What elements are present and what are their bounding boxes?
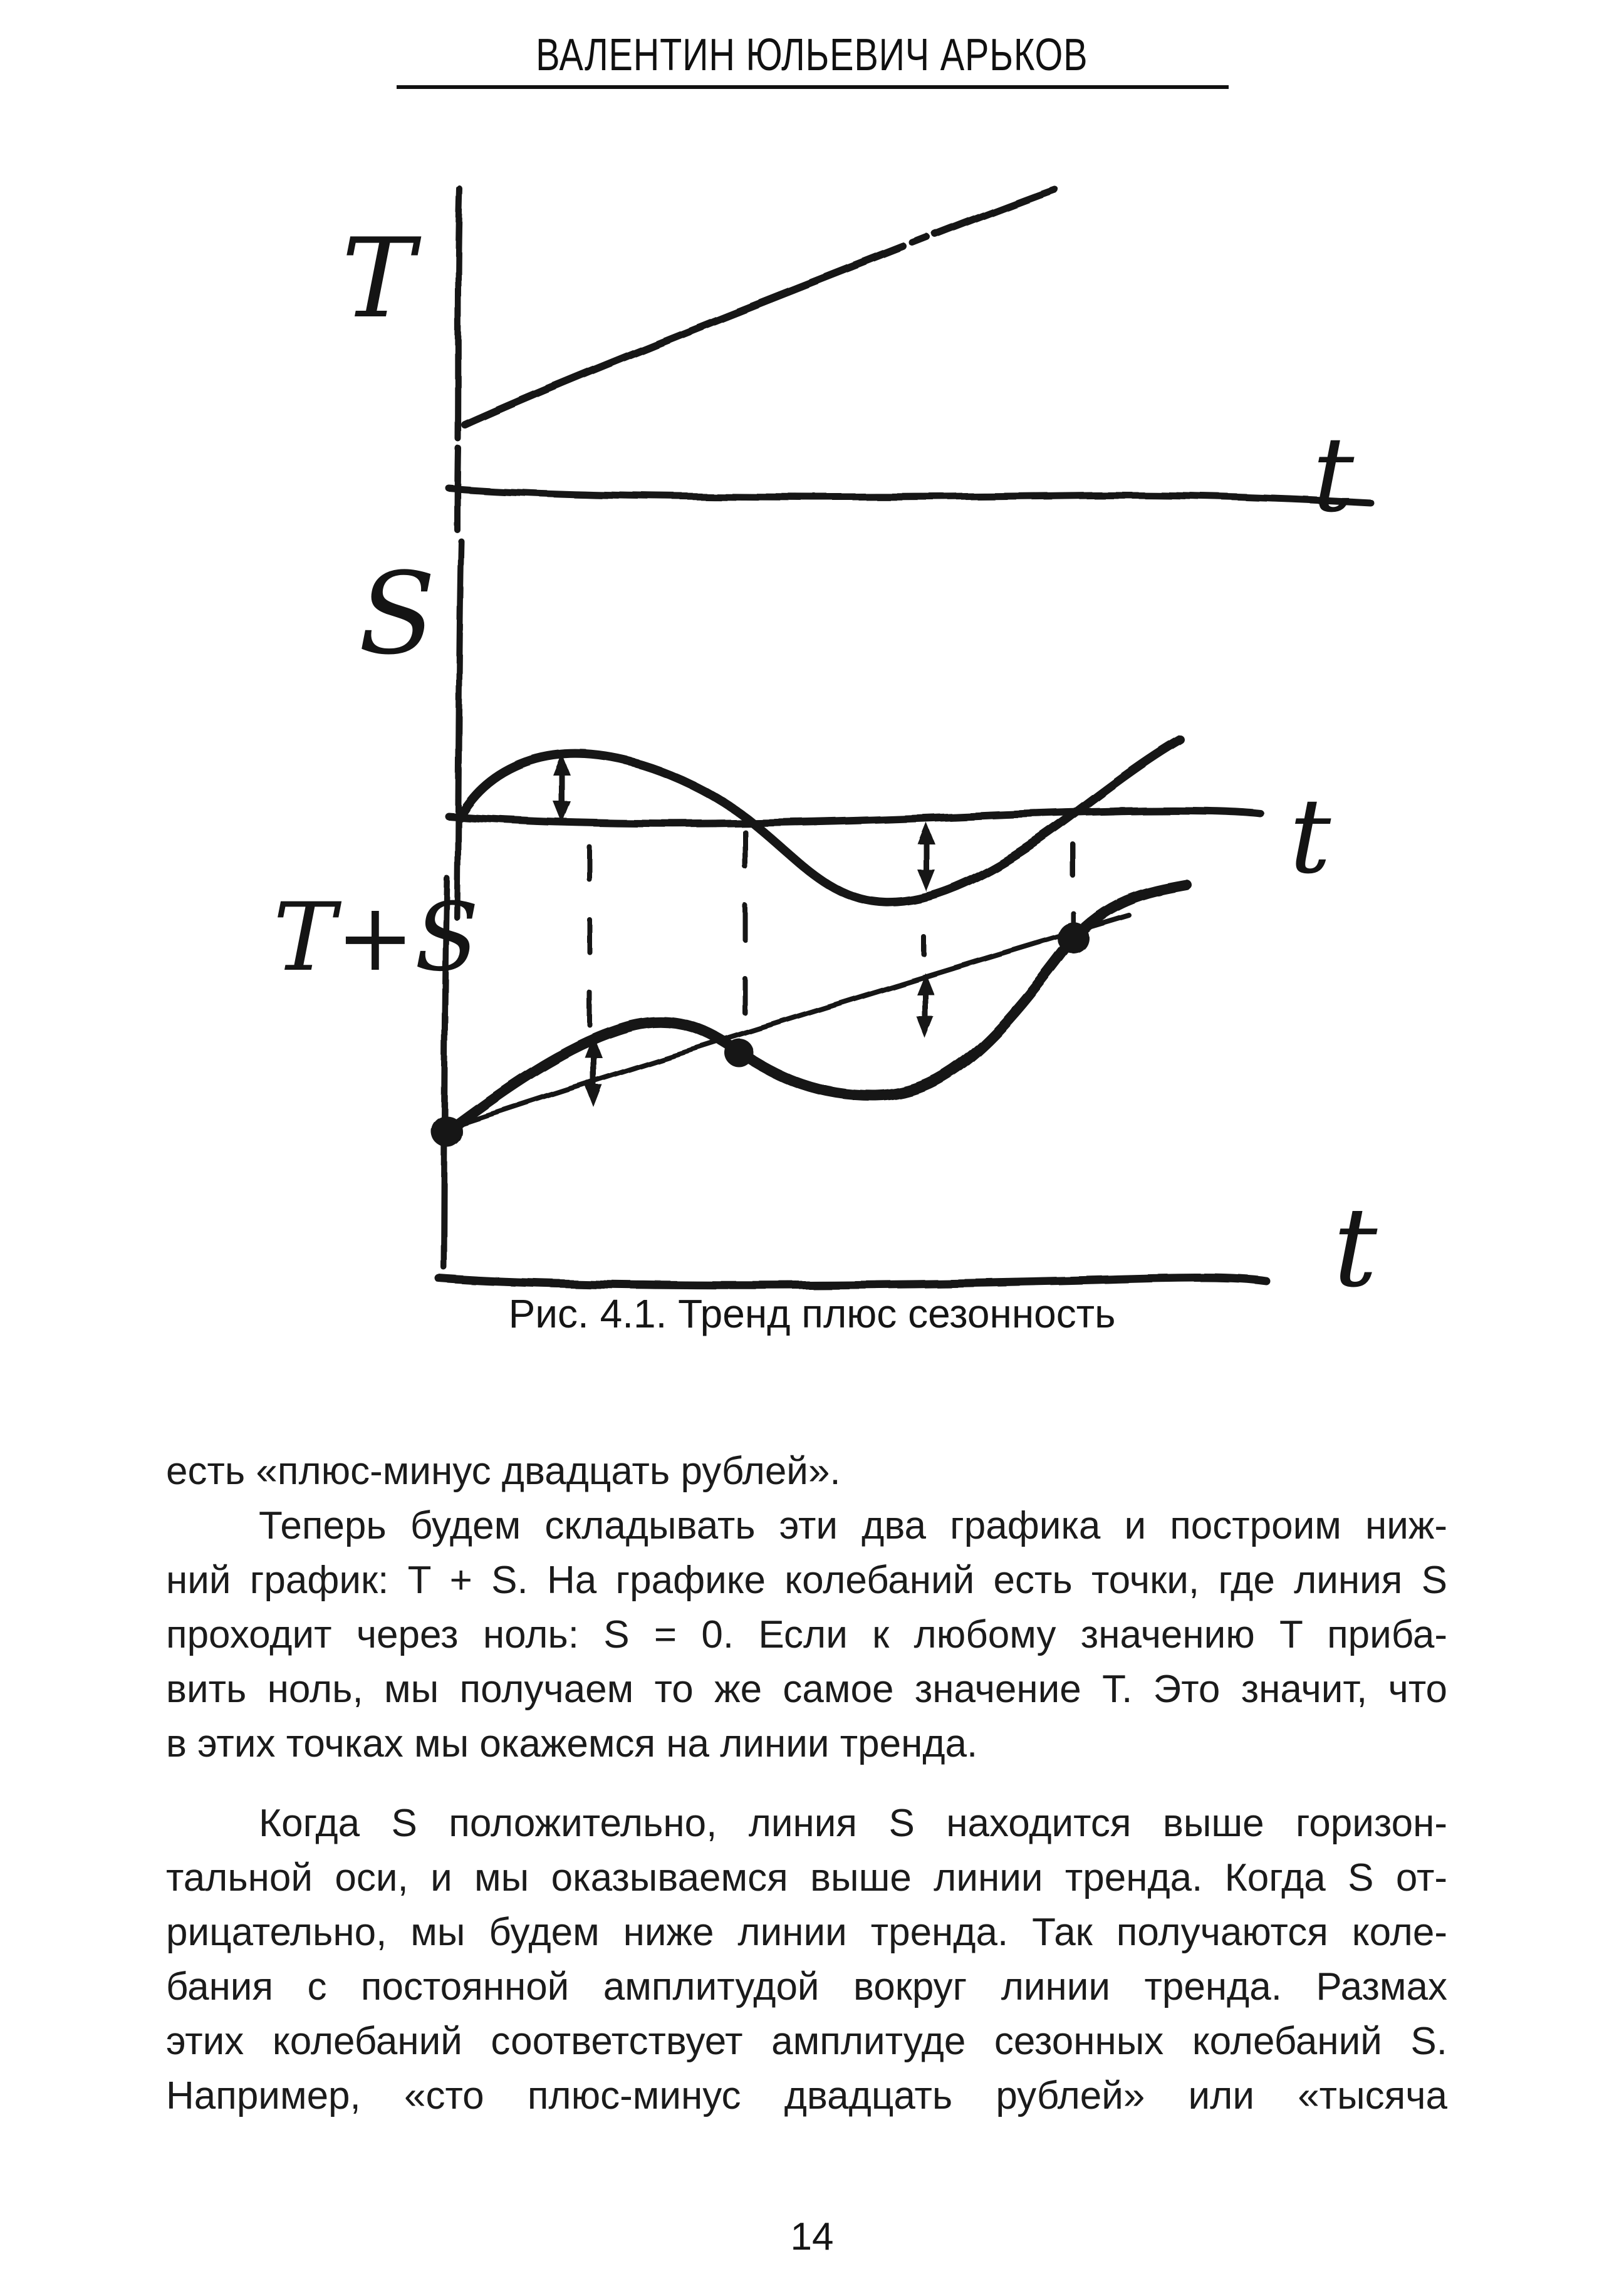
text-line: этих колебаний соответствует амплитуде сезонных колебаний S. — [166, 2020, 1447, 2063]
body-text — [166, 1444, 1447, 2123]
trend-panel-y-axis — [457, 189, 460, 530]
text-line: есть «плюс-минус двадцать рублей». — [166, 1450, 841, 1493]
page-number: 14 — [790, 2215, 834, 2258]
zero-cross-point-2 — [725, 1039, 754, 1067]
figure-caption: Рис. 4.1. Тренд плюс сезонность — [508, 1291, 1116, 1336]
panel-seasonality — [449, 541, 1261, 918]
trend-reference-line — [455, 915, 1129, 1126]
trend-line — [465, 247, 903, 425]
arrowhead — [917, 870, 935, 891]
text-line: в этих точках мы окажемся на линии тренда. — [166, 1722, 978, 1765]
text-line: тальной оси, и мы оказываемся выше линии тренда. Когда S от- — [166, 1856, 1447, 1899]
x-axis-label-t-middle: t — [1289, 776, 1331, 896]
y-axis-label-S: S — [358, 549, 436, 680]
arrowhead — [917, 822, 935, 844]
seasonality-panel-x-axis — [449, 811, 1261, 824]
arrowhead — [917, 1017, 934, 1039]
text-line: рицательно, мы будем ниже линии тренда. Так получаются коле- — [166, 1911, 1447, 1954]
panel-trend-plus-seasonality — [431, 878, 1267, 1286]
zero-cross-point-3 — [1058, 922, 1089, 953]
trend-panel-x-axis — [449, 488, 1371, 503]
text-line: ний график: T + S. На графике колебаний есть точки, где линия S — [166, 1559, 1447, 1602]
paragraph — [166, 1444, 1447, 1499]
y-axis-label-T-plus-S: T+S — [273, 883, 479, 992]
sum-panel-x-axis — [439, 1278, 1267, 1286]
text-line: Теперь будем складывать эти два графика и построим ниж- — [259, 1504, 1447, 1547]
text-line: вить ноль, мы получаем то же самое значение T. Это значит, что — [166, 1668, 1447, 1711]
trend-line-end — [913, 189, 1054, 243]
text-line: проходит через ноль: S = 0. Если к любому значению T приба- — [166, 1613, 1447, 1656]
text-line: Когда S положительно, линия S находится выше горизон- — [259, 1802, 1447, 1845]
zero-cross-point-1 — [431, 1116, 462, 1147]
text-line: Например, «сто плюс-минус двадцать рублей» или «тысяча — [166, 2074, 1447, 2117]
x-axis-label-t-bottom: t — [1333, 1185, 1378, 1312]
x-axis-label-t-top: t — [1313, 415, 1355, 535]
author-running-head: ВАЛЕНТИН ЮЛЬЕВИЧ АРЬКОВ — [536, 30, 1088, 80]
text-line: бания с постоянной амплитудой вокруг линии тренда. Размах — [166, 1965, 1447, 2008]
y-axis-label-T: T — [341, 216, 415, 343]
seasonality-panel-y-axis — [457, 541, 461, 918]
arrowhead — [585, 1084, 602, 1107]
paragraph — [166, 1499, 1447, 1771]
paragraph — [166, 1796, 1447, 2123]
panel-trend — [449, 189, 1371, 530]
